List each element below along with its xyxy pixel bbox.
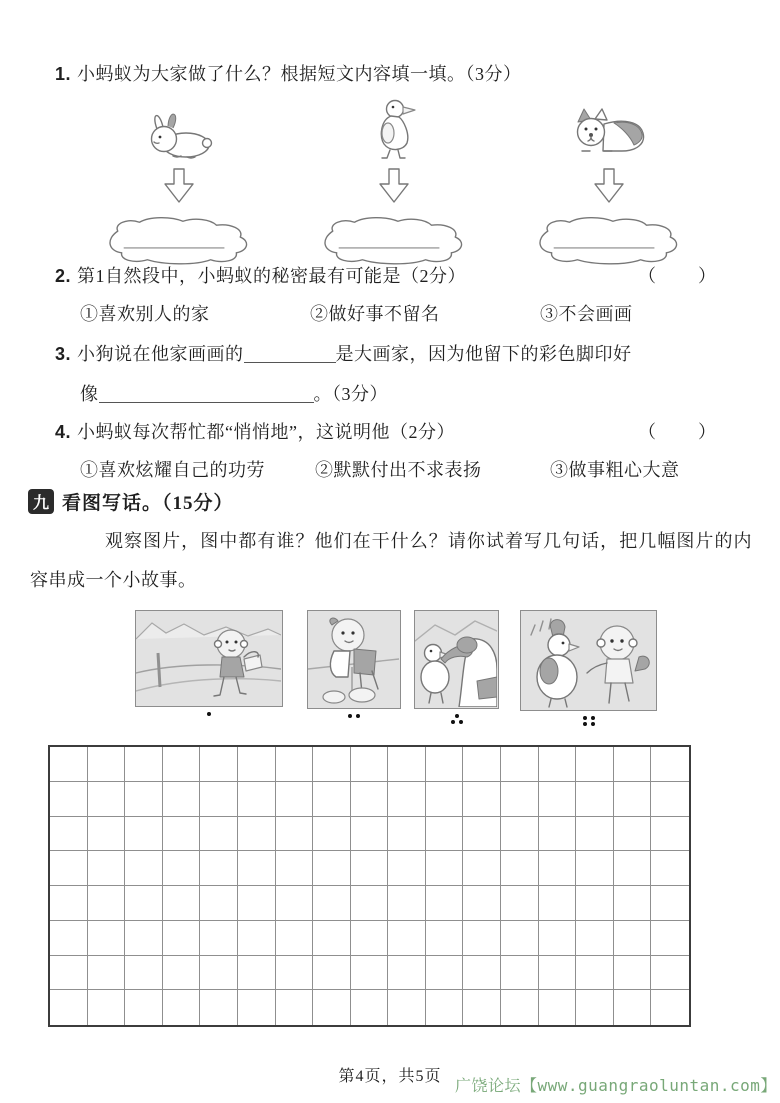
question-1-number: 1.: [55, 64, 72, 84]
question-3-text-pre: 小狗说在他家画画的: [77, 344, 244, 364]
grid-cell[interactable]: [313, 817, 351, 852]
grid-cell[interactable]: [426, 782, 464, 817]
grid-cell[interactable]: [539, 921, 577, 956]
grid-cell[interactable]: [351, 817, 389, 852]
grid-cell[interactable]: [200, 747, 238, 782]
grid-cell[interactable]: [463, 886, 501, 921]
grid-cell[interactable]: [238, 817, 276, 852]
panel-index-dot: [591, 716, 595, 720]
grid-cell[interactable]: [276, 782, 314, 817]
grid-cell[interactable]: [313, 921, 351, 956]
panel-4-dots: [583, 716, 595, 726]
grid-cell[interactable]: [276, 921, 314, 956]
question-1-figure: [100, 98, 688, 272]
grid-cell[interactable]: [351, 956, 389, 991]
grid-cell[interactable]: [576, 921, 614, 956]
grid-cell[interactable]: [163, 817, 201, 852]
grid-cell[interactable]: [276, 747, 314, 782]
grid-cell[interactable]: [50, 851, 88, 886]
grid-cell[interactable]: [88, 782, 126, 817]
grid-cell[interactable]: [501, 817, 539, 852]
fill-column-duck: [315, 98, 473, 272]
grid-cell[interactable]: [651, 782, 689, 817]
grid-cell[interactable]: [388, 886, 426, 921]
question-3-line2-pre: 像: [80, 384, 99, 404]
grid-cell[interactable]: [238, 851, 276, 886]
question-4: [55, 418, 455, 444]
grid-cell[interactable]: [276, 990, 314, 1025]
grid-cell[interactable]: [501, 921, 539, 956]
grid-cell[interactable]: [88, 956, 126, 991]
grid-cell[interactable]: [614, 990, 652, 1025]
grid-cell[interactable]: [651, 851, 689, 886]
grid-cell[interactable]: [125, 921, 163, 956]
grid-cell[interactable]: [163, 782, 201, 817]
grid-cell[interactable]: [313, 990, 351, 1025]
dog-icon: [570, 98, 648, 160]
grid-cell[interactable]: [238, 886, 276, 921]
down-arrow-icon: [377, 168, 411, 209]
rabbit-icon: [143, 98, 215, 160]
grid-cell[interactable]: [163, 747, 201, 782]
option[interactable]: ①喜欢别人的家: [80, 304, 210, 324]
grid-cell[interactable]: [163, 851, 201, 886]
grid-cell[interactable]: [426, 747, 464, 782]
grid-cell[interactable]: [50, 956, 88, 991]
question-4-text: 小蚂蚁每次帮忙都“悄悄地”，这说明他（2分）: [77, 422, 455, 442]
grid-cell[interactable]: [50, 782, 88, 817]
grid-cell[interactable]: [88, 921, 126, 956]
grid-cell[interactable]: [388, 817, 426, 852]
grid-cell[interactable]: [351, 886, 389, 921]
comic-panel-4: [520, 610, 657, 726]
grid-cell[interactable]: [238, 921, 276, 956]
grid-cell[interactable]: [501, 956, 539, 991]
grid-cell[interactable]: [50, 817, 88, 852]
grid-cell[interactable]: [388, 782, 426, 817]
down-arrow-icon: [162, 168, 196, 209]
grid-cell[interactable]: [463, 851, 501, 886]
grid-cell[interactable]: [238, 782, 276, 817]
grid-cell[interactable]: [426, 851, 464, 886]
grid-cell[interactable]: [238, 990, 276, 1025]
grid-cell[interactable]: [200, 886, 238, 921]
grid-cell[interactable]: [501, 990, 539, 1025]
option[interactable]: ②做好事不留名: [310, 304, 440, 324]
option[interactable]: ①喜欢炫耀自己的功劳: [80, 460, 265, 480]
grid-cell[interactable]: [125, 956, 163, 991]
grid-cell[interactable]: [576, 817, 614, 852]
grid-cell[interactable]: [313, 782, 351, 817]
question-2-number: 2.: [55, 266, 72, 286]
duck-watering-illustration: [414, 610, 499, 709]
grid-cell[interactable]: [88, 747, 126, 782]
grid-cell[interactable]: [276, 817, 314, 852]
grid-cell[interactable]: [463, 956, 501, 991]
grid-cell[interactable]: [313, 851, 351, 886]
panel-index-dot: [207, 712, 211, 716]
fill-column-rabbit: [100, 98, 258, 272]
grid-cell[interactable]: [539, 817, 577, 852]
grid-cell[interactable]: [463, 990, 501, 1025]
grid-cell[interactable]: [50, 921, 88, 956]
grid-cell[interactable]: [463, 782, 501, 817]
question-2-text: 第1自然段中，小蚂蚁的秘密最有可能是（2分）: [77, 266, 467, 286]
section-number-badge: 九: [28, 489, 54, 514]
grid-cell[interactable]: [88, 851, 126, 886]
grid-cell[interactable]: [614, 817, 652, 852]
panel-index-dot: [451, 720, 455, 724]
grid-cell[interactable]: [276, 886, 314, 921]
grid-cell[interactable]: [200, 921, 238, 956]
panel-index-dot: [591, 722, 595, 726]
grid-cell[interactable]: [125, 886, 163, 921]
grid-cell[interactable]: [163, 956, 201, 991]
grid-cell[interactable]: [463, 747, 501, 782]
section-nine-header: [28, 488, 234, 515]
question-1: [55, 60, 522, 86]
option[interactable]: ③不会画画: [540, 304, 633, 324]
panel-3-dots: [451, 714, 463, 724]
comic-strip: [135, 610, 657, 726]
grid-cell[interactable]: [539, 782, 577, 817]
question-2-answer-brackets[interactable]: （ ）: [638, 266, 718, 286]
grid-cell[interactable]: [539, 990, 577, 1025]
grid-cell[interactable]: [163, 886, 201, 921]
grid-cell[interactable]: [426, 990, 464, 1025]
option[interactable]: ②默默付出不求表扬: [315, 460, 482, 480]
panel-index-dot: [455, 714, 459, 718]
question-3-line1: [55, 340, 632, 366]
question-3-line2-post: 。（3分）: [313, 384, 388, 404]
footer-page-info: 第4页，共5页: [338, 1068, 442, 1085]
grid-cell[interactable]: [125, 851, 163, 886]
option[interactable]: ③做事粗心大意: [550, 460, 680, 480]
grid-cell[interactable]: [313, 886, 351, 921]
panel-index-dot: [356, 714, 360, 718]
grid-cell[interactable]: [351, 990, 389, 1025]
grid-cell[interactable]: [163, 990, 201, 1025]
grid-cell[interactable]: [614, 851, 652, 886]
grid-cell[interactable]: [501, 782, 539, 817]
down-arrow-icon: [592, 168, 626, 209]
panel-index-dot: [583, 722, 587, 726]
grid-cell[interactable]: [651, 817, 689, 852]
comic-panel-3: [414, 610, 499, 724]
grid-cell[interactable]: [463, 921, 501, 956]
grid-cell[interactable]: [576, 782, 614, 817]
grid-cell[interactable]: [501, 747, 539, 782]
grid-cell[interactable]: [576, 851, 614, 886]
grid-cell[interactable]: [313, 747, 351, 782]
grid-cell[interactable]: [651, 956, 689, 991]
grid-cell[interactable]: [200, 990, 238, 1025]
panel-index-dot: [459, 720, 463, 724]
fill-column-dog: [530, 98, 688, 272]
grid-cell[interactable]: [200, 851, 238, 886]
grid-cell[interactable]: [351, 747, 389, 782]
grid-cell[interactable]: [614, 886, 652, 921]
grid-cell[interactable]: [313, 956, 351, 991]
panel-index-dot: [583, 716, 587, 720]
grid-cell[interactable]: [426, 921, 464, 956]
grid-cell[interactable]: [576, 747, 614, 782]
grid-cell[interactable]: [388, 747, 426, 782]
grid-cell[interactable]: [351, 851, 389, 886]
grid-cell[interactable]: [388, 851, 426, 886]
grid-cell[interactable]: [614, 747, 652, 782]
writing-grid[interactable]: [48, 745, 691, 1027]
grid-cell[interactable]: [501, 886, 539, 921]
grid-cell[interactable]: [50, 886, 88, 921]
grid-cell[interactable]: [651, 747, 689, 782]
grid-cell[interactable]: [125, 782, 163, 817]
section-instruction: 观察图片，图中都有谁？他们在干什么？请你试着写几句话，把几幅图片的内容串成一个小故事。: [30, 531, 752, 590]
question-3-blank-1[interactable]: [244, 345, 336, 363]
grid-cell[interactable]: [426, 886, 464, 921]
grid-cell[interactable]: [576, 886, 614, 921]
grid-cell[interactable]: [651, 921, 689, 956]
question-3-line2: [80, 380, 388, 406]
grid-cell[interactable]: [614, 921, 652, 956]
monkey-planting-illustration: [307, 610, 401, 709]
grid-cell[interactable]: [501, 851, 539, 886]
section-title: 看图写话。（15分）: [62, 493, 234, 514]
grid-cell[interactable]: [125, 747, 163, 782]
grid-cell[interactable]: [88, 990, 126, 1025]
question-2-options: [80, 300, 633, 326]
grid-cell[interactable]: [388, 990, 426, 1025]
duck-and-monkey-illustration: [520, 610, 657, 711]
grid-cell[interactable]: [200, 956, 238, 991]
grid-cell[interactable]: [614, 956, 652, 991]
grid-cell[interactable]: [463, 817, 501, 852]
grid-cell[interactable]: [614, 782, 652, 817]
grid-cell[interactable]: [238, 956, 276, 991]
grid-cell[interactable]: [50, 747, 88, 782]
question-2: [55, 262, 466, 288]
question-3-blank-2[interactable]: [99, 385, 314, 403]
grid-cell[interactable]: [426, 817, 464, 852]
grid-cell[interactable]: [50, 990, 88, 1025]
grid-cell[interactable]: [388, 921, 426, 956]
duck-icon: [369, 98, 419, 160]
comic-panel-2: [307, 610, 401, 718]
panel-index-dot: [348, 714, 352, 718]
grid-cell[interactable]: [200, 817, 238, 852]
grid-cell[interactable]: [238, 747, 276, 782]
footer-watermark: 广饶论坛【www.guangraoluntan.com】: [455, 1076, 777, 1095]
grid-cell[interactable]: [388, 956, 426, 991]
panel-2-dots: [348, 714, 360, 718]
monkey-walking-illustration: [135, 610, 283, 707]
grid-cell[interactable]: [576, 990, 614, 1025]
grid-cell[interactable]: [163, 921, 201, 956]
question-1-text: 小蚂蚁为大家做了什么？根据短文内容填一填。（3分）: [77, 64, 522, 84]
grid-cell[interactable]: [539, 956, 577, 991]
grid-cell[interactable]: [200, 782, 238, 817]
grid-cell[interactable]: [351, 782, 389, 817]
grid-cell[interactable]: [539, 851, 577, 886]
grid-cell[interactable]: [351, 921, 389, 956]
grid-cell[interactable]: [651, 886, 689, 921]
grid-cell[interactable]: [576, 956, 614, 991]
grid-cell[interactable]: [276, 851, 314, 886]
grid-cell[interactable]: [426, 956, 464, 991]
grid-cell[interactable]: [88, 817, 126, 852]
question-4-number: 4.: [55, 422, 72, 442]
question-3-text-post: 是大画家，因为他留下的彩色脚印好: [335, 344, 632, 364]
question-4-answer-brackets[interactable]: （ ）: [638, 422, 718, 442]
comic-panel-1: [135, 610, 283, 716]
grid-cell[interactable]: [276, 956, 314, 991]
grid-cell[interactable]: [539, 747, 577, 782]
grid-cell[interactable]: [539, 886, 577, 921]
panel-1-dots: [207, 712, 211, 716]
grid-cell[interactable]: [125, 817, 163, 852]
grid-cell[interactable]: [125, 990, 163, 1025]
question-4-options: [80, 456, 680, 482]
grid-cell[interactable]: [88, 886, 126, 921]
grid-cell[interactable]: [651, 990, 689, 1025]
question-3-number: 3.: [55, 344, 72, 364]
